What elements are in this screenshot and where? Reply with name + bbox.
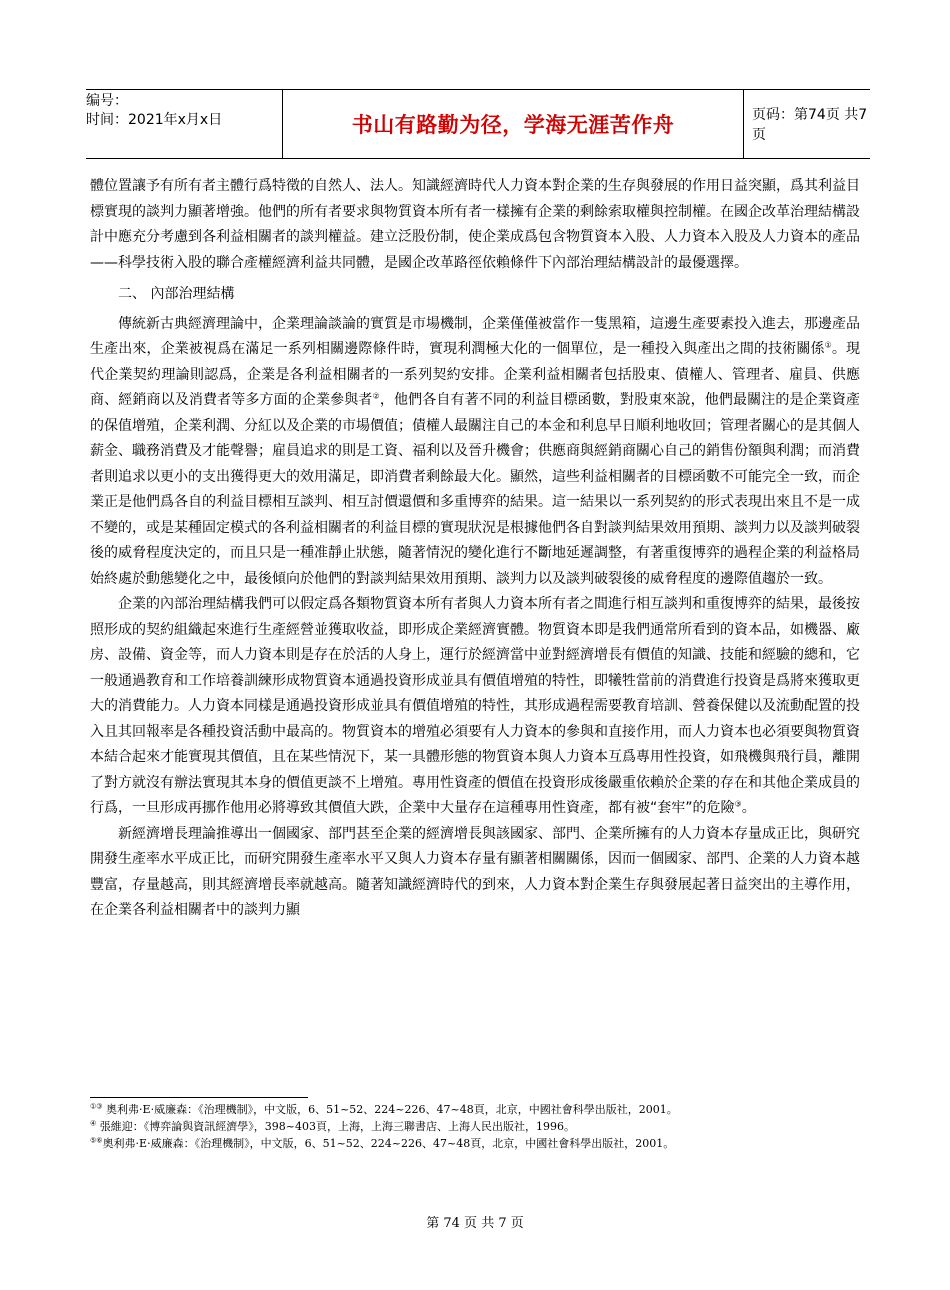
paragraph: 新經濟增長理論推導出一個國家、部門甚至企業的經濟增長與該國家、部門、企業所擁有的人力資本存量成正比，與研究開發生產率水平成正比，而研究開發生產率水平又與人力資本存量有顯著相關關係，因而一個國家、部門、企業的人力資本越豐富，存量越高，則其經濟增長率就越高。隨著知識經濟時代的到來，人力資本對企業生存與發展起著日益突出的主導作用，在企業各利益相關者中的談判力顯 [90,825,860,918]
header-meta [86,90,282,160]
paragraph: 傳統新古典經濟理論中，企業理論談論的實質是市場機制，企業僅僅被當作一隻黑箱，這邊生產要素投入進去，那邊產品生產出來，企業被視爲在滿足一系列相關邊際條件時，實現利潤極大化的一個單位，是一種投入與產出之間的技術關係①。現代企業契約理論則認爲，企業是各利益相關者的一系列契約安排。企業利益相關者包括股東、債權人、管理者、雇員、供應商、經銷商以及消費者等多方面的企業參與者②，他們各自有著不同的利益目標函數，對股東來說，他們最關注的是企業資產的保值增殖，企業利潤、分紅以及企業的市場價值；債權人最關注自己的本金和利息早日順利地收回；管理者關心的是其個人薪金、職務消費及才能聲譽；雇員追求的則是工資、福利以及晉升機會；供應商與經銷商關心自己的銷售份額與利潤；而消費者則追求以更小的支出獲得更大的效用滿足，即消費者剩餘最大化。顯然，這些利益相關者的目標函數不可能完全一致，而企業正是他們爲各自的利益目標相互談判、相互討價還價和多重博弈的結果。這一結果以一系列契約的形式表現出來且不是一成不變的，或是某種固定模式的各利益相關者的利益目標的實現狀況是根據他們各自對談判結果效用預期、談判力以及談判破裂後的威脅程度決定的，而且只是一種准靜止狀態，隨著情況的變化進行不斷地延遲調整，有著重復博弈的過程企業的利益格局始終處於動態變化之中，最後傾向於他們的對談判結果效用預期、談判力以及談判破裂後的威脅程度的邊際值趨於一致。 [90,315,861,587]
page-footer: 第 74 页 共 7 页 [426,1216,524,1231]
footnote-ref: ① [824,340,832,350]
footnote: ①③ 奧利弗·E·威廉森：《治理機制》，中文版，6、51~52、224~226、47~48頁，北京，中國社會科學出版社，2001。 [90,1102,678,1116]
footnote-ref: ③ [734,799,742,809]
footnote: ⑤⑥奧利弗·E·威廉森：《治理機制》，中文版，6、51~52、224~226、47~48頁，北京，中國社會科學出版社，2001。 [90,1136,675,1150]
page-header [86,89,870,159]
footnotes [90,1101,870,1152]
header-page-label: 页码：第74页 共7页 [752,107,868,143]
time-label: 时间：2021年x月x日 [86,112,223,128]
header-motto: 书山有路勤为径，学海无涯苦作舟 [282,90,744,158]
footnote: ④ 張維迎：《博弈論與資訊經濟學》，398~403頁，上海，上海三聯書店、上海人民出版社，1996。 [90,1119,575,1133]
paragraph: 企業的內部治理結構我們可以假定爲各類物質資本所有者與人力資本所有者之間進行相互談判和重復博弈的結果，最後按照形成的契約組織起來進行生產經營並獲取收益，即形成企業經濟實體。物質資本即是我們通常所看到的資本品，如機器、廠房、設備、資金等，而人力資本則是存在於活的人身上，運行於經濟當中並對經濟增長有價值的知識、技能和經驗的總和，它一般通過教育和工作培養訓練形成物質資本通過投資形成並具有價值增殖的特性，即犧牲當前的消費進行投資是爲將來獲取更大的消費能力。人力資本同樣是通過投資形成並具有價值增殖的特性，其形成過程需要教育培訓、營養保健以及流動配置的投入且其回報率是各種投資活動中最高的。物質資本的增殖必須要有人力資本的參與和直接作用，而人力資本也必須要與物質資本結合起來才能實現其價值，且在某些情況下，某一具體形態的物質資本與人力資本互爲專用性投資，如飛機與飛行員，離開了對方就沒有辦法實現其本身的價值更談不上增殖。專用性資產的價值在投資形成後嚴重依賴於企業的存在和其他企業成員的行爲，一旦形成再挪作他用必將導致其價值大跌，企業中大量存在這種專用性資產，都有被“套牢”的危險③。 [90,596,860,816]
document-body [90,174,860,924]
number-label: 编号： [86,93,128,109]
paragraph: 體位置讓予有所有者主體行爲特徵的自然人、法人。知識經濟時代人力資本對企業的生存與發展的作用日益突顯，爲其利益目標實現的談判力顯著增強。他們的所有者要求與物質資本所有者一樣擁有企業的剩餘索取權與控制權。在國企改革治理結構設計中應充分考慮到各利益相關者的談判權益。建立泛股份制，使企業成爲包含物質資本入股、人力資本入股及人力資本的產品——科學技術入股的聯合產權經濟利益共同體，是國企改革路徑依賴條件下內部治理結構設計的最優選擇。 [90,178,860,271]
footnote-ref: ② [372,391,380,401]
section-heading: 二、 內部治理結構 [118,286,235,302]
footnote-divider [90,1097,308,1098]
